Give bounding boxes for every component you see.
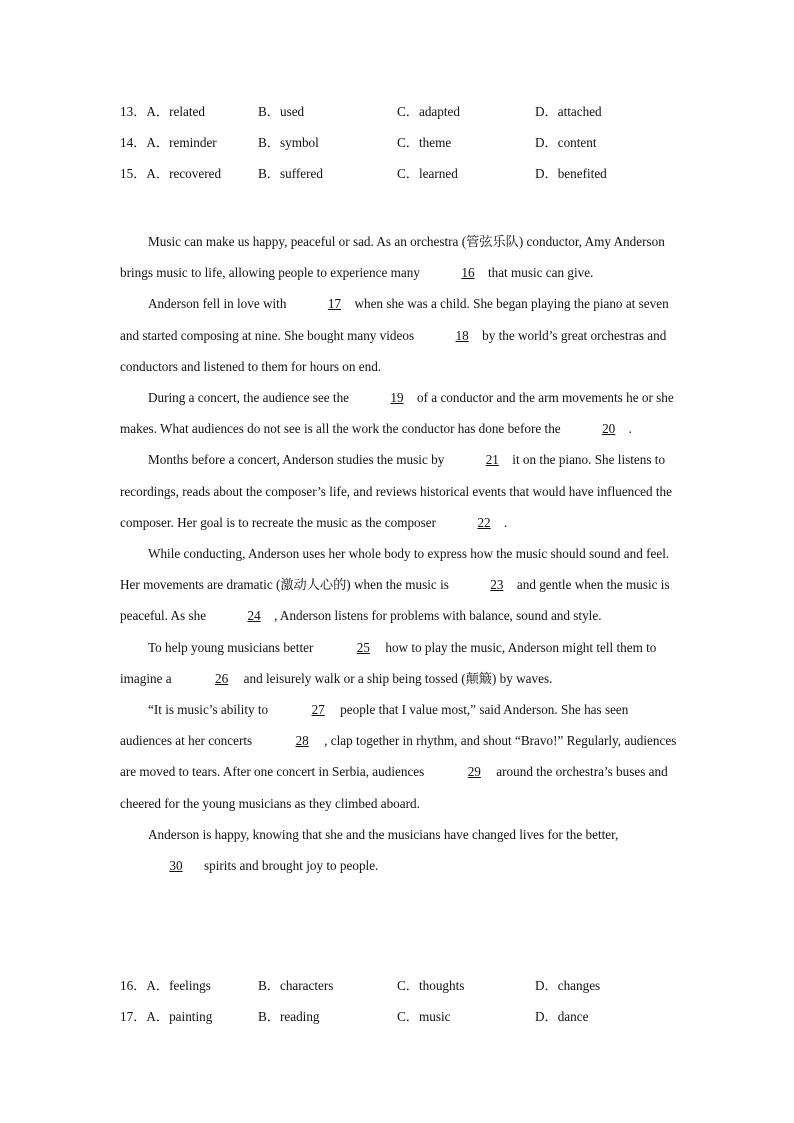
question-14-options — [120, 133, 680, 164]
text: by the world’s great orchestras and conductors and listened to them for hours on end. — [120, 327, 667, 374]
question-16-options — [120, 976, 680, 1007]
blank-19: 19 — [390, 390, 404, 406]
option-d: D．content — [535, 135, 597, 150]
option-text: A．reminder — [146, 135, 217, 150]
blank-22: 22 — [477, 514, 491, 530]
question-17-options — [120, 1007, 680, 1038]
question-number: 17． — [120, 1009, 147, 1024]
option-d: D．dance — [535, 1009, 589, 1024]
text: people that I value most,” said Anderson. She has seen audiences at her concerts — [120, 702, 629, 749]
option-text: A．feelings — [146, 978, 211, 993]
text: and gentle when the music is peaceful. As she — [120, 577, 670, 624]
text: While conducting, Anderson uses her whole body to express how the music should sound and feel. Her movements are dramatic (激动人心的) when the music is — [120, 546, 670, 593]
text: “It is music’s ability to — [148, 702, 269, 718]
option-a — [120, 133, 217, 153]
text: , Anderson listens for problems with balance, sound and style. — [274, 608, 602, 624]
option-b: B．reading — [258, 1009, 320, 1024]
option-b: B．used — [258, 104, 305, 119]
text: , clap together in rhythm, and shout “Bravo!” Regularly, audiences are moved to tears. After one concert in Serbia, audiences — [120, 733, 677, 780]
option-b: B．characters — [258, 978, 334, 993]
text: it on the piano. She listens to recordings, reads about the composer’s life, and reviews historical events that would have influenced the composer. Her goal is to recreate the music as the composer — [120, 452, 672, 530]
option-d: D．benefited — [535, 166, 607, 181]
blank-16: 16 — [461, 265, 475, 281]
paragraph-5 — [120, 538, 680, 632]
option-d: D．changes — [535, 978, 601, 993]
text: spirits and brought joy to people. — [204, 858, 379, 874]
text: Months before a concert, Anderson studies the music by — [148, 452, 445, 468]
question-number: 16． — [120, 978, 147, 993]
paragraph-4 — [120, 444, 680, 538]
option-c: C．theme — [397, 135, 452, 150]
text: how to play the music, Anderson might tell them to imagine a — [120, 639, 657, 686]
blank-28: 28 — [295, 733, 309, 749]
text: around the orchestra’s buses and cheered for the young musicians as they climbed aboard. — [120, 764, 668, 811]
option-text: A．related — [146, 104, 205, 119]
blank-18: 18 — [455, 327, 469, 343]
paragraph-3 — [120, 382, 680, 444]
blank-24: 24 — [247, 608, 261, 624]
paragraph-2 — [120, 288, 680, 382]
blank-26: 26 — [215, 670, 229, 686]
option-a — [120, 1007, 212, 1027]
option-c: C．learned — [397, 166, 458, 181]
reading-passage — [120, 226, 680, 881]
option-c: C．adapted — [397, 104, 460, 119]
option-a — [120, 102, 205, 122]
question-13-options — [120, 102, 680, 133]
text: . — [504, 514, 508, 530]
paragraph-8 — [120, 819, 680, 881]
blank-20: 20 — [602, 421, 616, 437]
paragraph-1 — [120, 226, 680, 288]
text: and leisurely walk or a ship being tossed (颠簸) by waves. — [243, 670, 553, 686]
question-number: 15． — [120, 166, 147, 181]
option-a — [120, 164, 221, 184]
text: During a concert, the audience see the — [148, 390, 350, 406]
option-b: B．symbol — [258, 135, 319, 150]
options-top — [120, 102, 680, 195]
option-d: D．attached — [535, 104, 602, 119]
text: . — [628, 421, 632, 437]
question-number: 14． — [120, 135, 147, 150]
text: when she was a child. She began playing the piano at seven and started composing at nine. She bought many videos — [120, 296, 669, 343]
option-a — [120, 976, 211, 996]
text: Music can make us happy, peaceful or sad. As an orchestra (管弦乐队) conductor, Amy Anderson brings music to life, allowing people to experience many — [120, 234, 665, 281]
blank-17: 17 — [327, 296, 342, 312]
text: Anderson is happy, knowing that she and the musicians have changed lives for the better, — [148, 826, 619, 842]
blank-27: 27 — [311, 702, 325, 718]
option-c: C．thoughts — [397, 978, 465, 993]
paragraph-6 — [120, 632, 680, 694]
text: of a conductor and the arm movements he or she makes. What audiences do not see is all the work the conductor has done before the — [120, 390, 674, 437]
option-b: B．suffered — [258, 166, 323, 181]
blank-29: 29 — [467, 764, 481, 780]
question-number: 13． — [120, 104, 147, 119]
option-text: A．painting — [146, 1009, 213, 1024]
option-text: A．recovered — [146, 166, 222, 181]
text: To help young musicians better — [148, 639, 314, 655]
text: that music can give. — [487, 265, 594, 281]
blank-21: 21 — [485, 452, 499, 468]
options-bottom — [120, 976, 680, 1038]
blank-23: 23 — [490, 577, 504, 593]
question-15-options — [120, 164, 680, 195]
blank-30: 30 — [169, 858, 183, 874]
text: Anderson fell in love with — [148, 296, 287, 312]
option-c: C．music — [397, 1009, 451, 1024]
paragraph-7 — [120, 694, 680, 819]
blank-25: 25 — [356, 639, 370, 655]
